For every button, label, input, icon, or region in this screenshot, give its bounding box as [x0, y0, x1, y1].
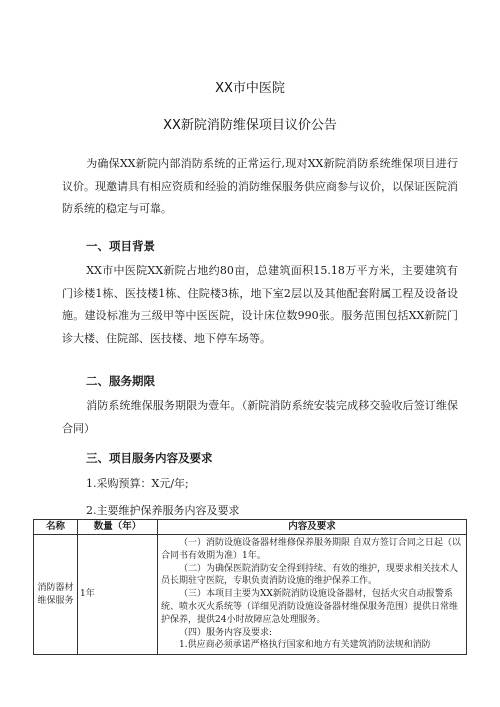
table-row [34, 535, 467, 655]
section-heading-background: 一、项目背景 [86, 239, 155, 253]
content-item-3: （三）本项目主要为XX新院消防设施设备器材，包括火灾自动报警系统、喷水灭火系统等（详细见消防设施设备器材维保服务范围）提供日常维护保养，提供24小时故障应急处理服务。 [161, 589, 459, 625]
row-content [158, 535, 467, 655]
content-item-1: （一）消防设施设备器材维修保养服务期限 自双方签订合同之日起（以合同书有效期为准）1年。 [161, 538, 461, 561]
background-paragraph: XX市中医院XX新院占地约80亩，总建筑面积15.18万平方米，主要建筑有门诊楼1栋、医技楼1栋、住院楼3栋，地下室2层以及其他配套附属工程及设备设施。建设标准为三级甲等中医医院，设计床位数990张。服务范围包括XX新院门诊大楼、住院部、医技楼、地下停车场等。 [62, 264, 458, 345]
section-heading-period: 二、服务期限 [86, 374, 155, 388]
header-name: 名称 [34, 520, 78, 535]
content-item-5: 1.供应商必须承诺严格执行国家和地方有关建筑消防法规和消防 [179, 640, 431, 651]
content-item-2: （二）为确保医院消防安全得到持续、有效的维护，现要求相关技术人员长期驻守医院，专职负责消防设施的维护保养工作。 [161, 563, 459, 587]
section-heading-content: 三、项目服务内容及要求 [86, 451, 213, 465]
org-name: XX市中医院 [215, 81, 285, 96]
table-header-row [34, 520, 467, 535]
service-content-line: 2.主要维护保养服务内容及要求 [86, 504, 240, 517]
row-name: 消防器材维保服务 [34, 535, 78, 655]
content-item-4: （四）服务内容及要求: [179, 627, 273, 638]
row-quantity: 1年 [78, 535, 158, 655]
document-title: XX新院消防维保项目议价公告 [163, 118, 337, 133]
budget-line: 1.采购预算：X元/年; [86, 477, 189, 490]
header-content: 内容及要求 [158, 520, 467, 535]
intro-paragraph: 为确保XX新院内部消防系统的正常运行,现对XX新院消防系统维保项目进行议价。现邀请具有相应资质和经验的消防维保服务供应商参与议价，以保证医院消防系统的稳定与可靠。 [62, 157, 458, 215]
service-table [33, 519, 467, 655]
header-quantity: 数量（年） [78, 520, 158, 535]
period-paragraph: 消防系统维保服务期限为壹年。（新院消防系统安装完成移交验收后签订维保合同） [62, 399, 458, 435]
